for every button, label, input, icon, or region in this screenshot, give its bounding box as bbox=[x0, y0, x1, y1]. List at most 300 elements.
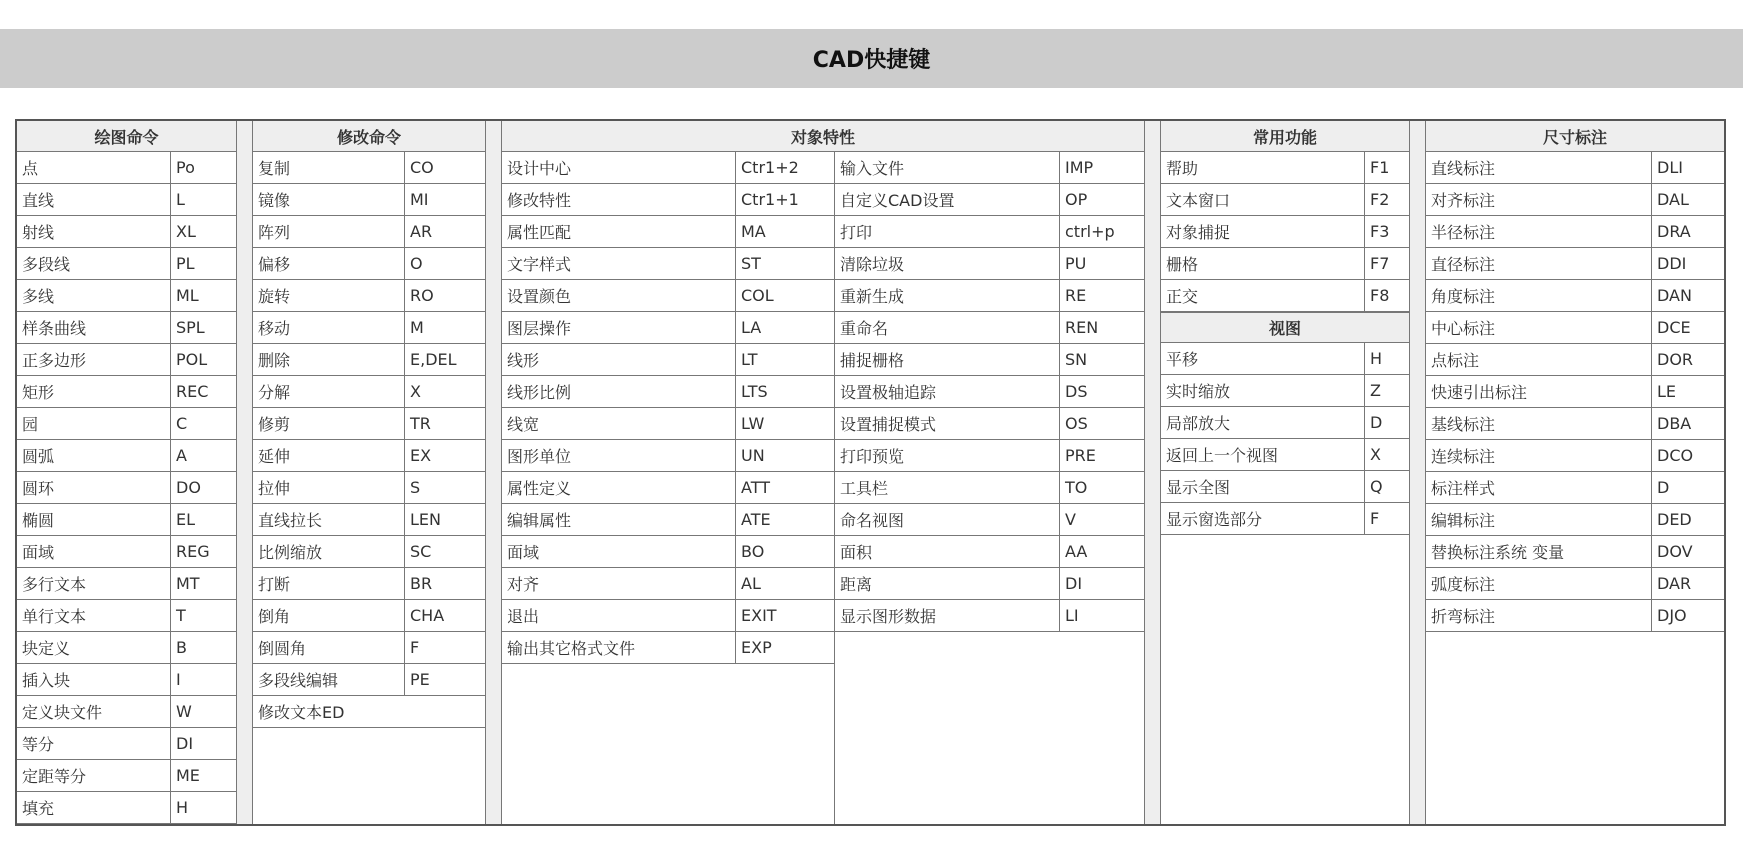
command-name: 图形单位 bbox=[502, 440, 736, 471]
draw-commands-column bbox=[17, 121, 237, 824]
command-name: 重命名 bbox=[835, 312, 1060, 343]
command-name: 矩形 bbox=[17, 376, 171, 407]
shortcut-row bbox=[502, 536, 834, 568]
shortcut-key: CO bbox=[410, 158, 434, 177]
shortcut-key: F7 bbox=[1370, 254, 1390, 273]
shortcut-row bbox=[502, 504, 834, 536]
shortcut-key: MT bbox=[176, 574, 200, 593]
shortcut-key: SPL bbox=[176, 318, 205, 337]
shortcut-key: I bbox=[176, 670, 181, 689]
shortcut-row bbox=[502, 280, 834, 312]
shortcut-key: PRE bbox=[1065, 446, 1096, 465]
shortcut-key: D bbox=[1657, 478, 1670, 497]
shortcut-key: PU bbox=[1065, 254, 1087, 273]
shortcut-key: Ctr1+1 bbox=[741, 190, 799, 209]
shortcut-row bbox=[1161, 343, 1409, 375]
shortcut-key: DCE bbox=[1657, 318, 1691, 337]
command-name: 直线拉长 bbox=[253, 504, 405, 535]
view-list bbox=[1161, 343, 1409, 535]
shortcut-key: AL bbox=[741, 574, 761, 593]
shortcut-key: E,DEL bbox=[410, 350, 457, 369]
shortcut-key: TR bbox=[410, 414, 431, 433]
shortcut-row bbox=[835, 344, 1144, 376]
shortcut-row bbox=[1426, 376, 1724, 408]
shortcut-row bbox=[253, 344, 485, 376]
shortcut-key: Q bbox=[1370, 477, 1383, 496]
command-name: 分解 bbox=[253, 376, 405, 407]
command-name: 返回上一个视图 bbox=[1161, 439, 1365, 470]
shortcut-row bbox=[253, 472, 485, 504]
shortcut-key: DOR bbox=[1657, 350, 1694, 369]
shortcut-key: DED bbox=[1657, 510, 1692, 529]
shortcut-key: DAL bbox=[1657, 190, 1689, 209]
shortcut-row bbox=[1426, 248, 1724, 280]
shortcut-key: DI bbox=[176, 734, 194, 753]
command-name: 倒角 bbox=[253, 600, 405, 631]
shortcut-key: DAR bbox=[1657, 574, 1692, 593]
shortcut-key: TO bbox=[1065, 478, 1088, 497]
shortcut-key: H bbox=[1370, 349, 1383, 368]
shortcut-row bbox=[502, 376, 834, 408]
shortcut-row bbox=[835, 376, 1144, 408]
command-name: 工具栏 bbox=[835, 472, 1060, 503]
shortcut-row bbox=[253, 600, 485, 632]
command-name: 栅格 bbox=[1161, 248, 1365, 279]
shortcut-row bbox=[502, 344, 834, 376]
command-name: 椭圆 bbox=[17, 504, 171, 535]
shortcut-row bbox=[17, 216, 236, 248]
shortcut-key: A bbox=[176, 446, 187, 465]
shortcut-key: S bbox=[410, 478, 421, 497]
command-name: 多段线 bbox=[17, 248, 171, 279]
shortcut-key: F8 bbox=[1370, 286, 1390, 305]
shortcut-row bbox=[502, 408, 834, 440]
shortcut-key: MI bbox=[410, 190, 429, 209]
command-name: 中心标注 bbox=[1426, 312, 1652, 343]
shortcut-key: O bbox=[410, 254, 423, 273]
shortcut-key: W bbox=[176, 702, 192, 721]
shortcut-row bbox=[502, 568, 834, 600]
shortcut-key: F3 bbox=[1370, 222, 1390, 241]
shortcut-row bbox=[17, 632, 236, 664]
shortcut-row bbox=[17, 408, 236, 440]
shortcut-row bbox=[253, 376, 485, 408]
command-name: 标注样式 bbox=[1426, 472, 1652, 503]
shortcut-row bbox=[17, 248, 236, 280]
shortcut-row bbox=[253, 280, 485, 312]
shortcut-key: LE bbox=[1657, 382, 1677, 401]
shortcut-key: DAN bbox=[1657, 286, 1692, 305]
shortcut-row bbox=[17, 568, 236, 600]
command-name: 圆环 bbox=[17, 472, 171, 503]
shortcut-row bbox=[1426, 504, 1724, 536]
shortcut-key: V bbox=[1065, 510, 1076, 529]
modify-note-row bbox=[253, 696, 485, 728]
shortcut-board bbox=[15, 119, 1726, 826]
shortcut-key: LEN bbox=[410, 510, 441, 529]
shortcut-row bbox=[17, 696, 236, 728]
command-name: 修改特性 bbox=[502, 184, 736, 215]
shortcut-key: DI bbox=[1065, 574, 1083, 593]
modify-note: 修改文本ED bbox=[258, 703, 345, 722]
shortcut-row bbox=[502, 248, 834, 280]
dimension-column bbox=[1425, 121, 1724, 824]
shortcut-key: RO bbox=[410, 286, 434, 305]
shortcut-row bbox=[1161, 375, 1409, 407]
shortcut-row bbox=[835, 536, 1144, 568]
shortcut-row bbox=[835, 568, 1144, 600]
command-name: 延伸 bbox=[253, 440, 405, 471]
column-gutter bbox=[486, 121, 501, 824]
shortcut-key: C bbox=[176, 414, 188, 433]
command-name: 基线标注 bbox=[1426, 408, 1652, 439]
shortcut-row bbox=[17, 440, 236, 472]
shortcut-key: MA bbox=[741, 222, 766, 241]
shortcut-key: OP bbox=[1065, 190, 1088, 209]
shortcut-row bbox=[253, 184, 485, 216]
command-name: 打印 bbox=[835, 216, 1060, 247]
shortcut-row bbox=[502, 184, 834, 216]
shortcut-row bbox=[253, 568, 485, 600]
shortcut-row bbox=[502, 600, 834, 632]
shortcut-row bbox=[1161, 152, 1409, 184]
command-name: 属性匹配 bbox=[502, 216, 736, 247]
command-name: 编辑标注 bbox=[1426, 504, 1652, 535]
shortcut-row bbox=[253, 216, 485, 248]
column-gutter bbox=[1410, 121, 1425, 824]
shortcut-key: DLI bbox=[1657, 158, 1683, 177]
shortcut-key: REN bbox=[1065, 318, 1099, 337]
object-properties-column bbox=[501, 121, 1145, 824]
shortcut-row bbox=[835, 216, 1144, 248]
shortcut-row bbox=[17, 312, 236, 344]
command-name: 打断 bbox=[253, 568, 405, 599]
object-properties-header: 对象特性 bbox=[502, 121, 1144, 152]
shortcut-row bbox=[835, 248, 1144, 280]
shortcut-key: SN bbox=[1065, 350, 1088, 369]
shortcut-key: LI bbox=[1065, 606, 1079, 625]
shortcut-key: T bbox=[176, 606, 186, 625]
view-header: 视图 bbox=[1161, 312, 1409, 343]
command-name: 单行文本 bbox=[17, 600, 171, 631]
shortcut-key: L bbox=[176, 190, 185, 209]
column-gutter bbox=[237, 121, 252, 824]
shortcut-key: B bbox=[176, 638, 187, 657]
shortcut-row bbox=[17, 376, 236, 408]
shortcut-row bbox=[835, 312, 1144, 344]
command-name: 帮助 bbox=[1161, 152, 1365, 183]
shortcut-key: Z bbox=[1370, 381, 1381, 400]
command-name: 快速引出标注 bbox=[1426, 376, 1652, 407]
command-name: 替换标注系统 变量 bbox=[1426, 536, 1652, 567]
dimension-list bbox=[1426, 152, 1724, 632]
shortcut-row bbox=[502, 152, 834, 184]
shortcut-row bbox=[835, 472, 1144, 504]
shortcut-key: Ctr1+2 bbox=[741, 158, 799, 177]
shortcut-row bbox=[17, 504, 236, 536]
shortcut-row bbox=[1426, 536, 1724, 568]
shortcut-row bbox=[253, 152, 485, 184]
command-name: 设计中心 bbox=[502, 152, 736, 183]
shortcut-key: X bbox=[410, 382, 421, 401]
shortcut-row bbox=[1426, 568, 1724, 600]
command-name: 射线 bbox=[17, 216, 171, 247]
shortcut-row bbox=[1426, 184, 1724, 216]
command-name: 设置捕捉模式 bbox=[835, 408, 1060, 439]
shortcut-key: EXIT bbox=[741, 606, 777, 625]
command-name: 直线 bbox=[17, 184, 171, 215]
shortcut-key: H bbox=[176, 798, 189, 817]
shortcut-key: ctrl+p bbox=[1065, 222, 1115, 241]
command-name: 点标注 bbox=[1426, 344, 1652, 375]
command-name: 设置极轴追踪 bbox=[835, 376, 1060, 407]
shortcut-key: D bbox=[1370, 413, 1383, 432]
object-properties-left-list bbox=[502, 152, 834, 664]
command-name: 面积 bbox=[835, 536, 1060, 567]
shortcut-key: F2 bbox=[1370, 190, 1390, 209]
shortcut-row bbox=[1161, 216, 1409, 248]
shortcut-row bbox=[17, 728, 236, 760]
command-name: 距离 bbox=[835, 568, 1060, 599]
shortcut-key: F1 bbox=[1370, 158, 1390, 177]
command-name: 多段线编辑 bbox=[253, 664, 405, 695]
shortcut-row bbox=[253, 504, 485, 536]
command-name: 线形 bbox=[502, 344, 736, 375]
shortcut-row bbox=[1426, 152, 1724, 184]
command-name: 角度标注 bbox=[1426, 280, 1652, 311]
command-name: 删除 bbox=[253, 344, 405, 375]
shortcut-key: UN bbox=[741, 446, 765, 465]
command-name: 倒圆角 bbox=[253, 632, 405, 663]
command-name: 正多边形 bbox=[17, 344, 171, 375]
modify-commands-list bbox=[253, 152, 485, 696]
command-name: 复制 bbox=[253, 152, 405, 183]
draw-commands-header: 绘图命令 bbox=[17, 121, 236, 152]
shortcut-key: REC bbox=[176, 382, 209, 401]
shortcut-key: EL bbox=[176, 510, 196, 529]
shortcut-key: SC bbox=[410, 542, 432, 561]
shortcut-key: LW bbox=[741, 414, 765, 433]
shortcut-row bbox=[1161, 248, 1409, 280]
shortcut-row bbox=[835, 440, 1144, 472]
command-name: 重新生成 bbox=[835, 280, 1060, 311]
shortcut-key: EXP bbox=[741, 638, 772, 657]
shortcut-row bbox=[17, 600, 236, 632]
command-name: 显示窗选部分 bbox=[1161, 503, 1365, 534]
shortcut-row bbox=[835, 280, 1144, 312]
shortcut-key: DCO bbox=[1657, 446, 1694, 465]
shortcut-key: BR bbox=[410, 574, 433, 593]
command-name: 属性定义 bbox=[502, 472, 736, 503]
command-name: 插入块 bbox=[17, 664, 171, 695]
shortcut-row bbox=[1161, 184, 1409, 216]
shortcut-row bbox=[17, 344, 236, 376]
command-name: 编辑属性 bbox=[502, 504, 736, 535]
shortcut-key: ST bbox=[741, 254, 761, 273]
command-name: 对齐标注 bbox=[1426, 184, 1652, 215]
shortcut-row bbox=[835, 184, 1144, 216]
command-name: 打印预览 bbox=[835, 440, 1060, 471]
command-name: 等分 bbox=[17, 728, 171, 759]
shortcut-row bbox=[253, 536, 485, 568]
command-name: 局部放大 bbox=[1161, 407, 1365, 438]
command-name: 直线标注 bbox=[1426, 152, 1652, 183]
shortcut-key: DOV bbox=[1657, 542, 1693, 561]
shortcut-row bbox=[1426, 216, 1724, 248]
shortcut-key: POL bbox=[176, 350, 208, 369]
shortcut-row bbox=[253, 248, 485, 280]
command-name: 面域 bbox=[17, 536, 171, 567]
shortcut-row bbox=[502, 216, 834, 248]
shortcut-row bbox=[1426, 344, 1724, 376]
command-name: 修剪 bbox=[253, 408, 405, 439]
shortcut-row bbox=[253, 312, 485, 344]
shortcut-key: DJO bbox=[1657, 606, 1687, 625]
shortcut-key: ATT bbox=[741, 478, 770, 497]
shortcut-row bbox=[502, 440, 834, 472]
shortcut-key: DDI bbox=[1657, 254, 1687, 273]
page-title: CAD快捷键 bbox=[812, 48, 931, 73]
command-name: 文字样式 bbox=[502, 248, 736, 279]
command-name: 设置颜色 bbox=[502, 280, 736, 311]
shortcut-key: X bbox=[1370, 445, 1381, 464]
command-name: 自定义CAD设置 bbox=[835, 184, 1060, 215]
shortcut-key: AA bbox=[1065, 542, 1088, 561]
shortcut-key: IMP bbox=[1065, 158, 1094, 177]
command-name: 对齐 bbox=[502, 568, 736, 599]
command-name: 退出 bbox=[502, 600, 736, 631]
command-name: 捕捉栅格 bbox=[835, 344, 1060, 375]
shortcut-key: ML bbox=[176, 286, 199, 305]
shortcut-row bbox=[835, 600, 1144, 632]
shortcut-key: RE bbox=[1065, 286, 1087, 305]
shortcut-key: REG bbox=[176, 542, 210, 561]
command-name: 面域 bbox=[502, 536, 736, 567]
shortcut-row bbox=[502, 632, 834, 664]
command-name: 对象捕捉 bbox=[1161, 216, 1365, 247]
shortcut-row bbox=[835, 152, 1144, 184]
command-name: 直径标注 bbox=[1426, 248, 1652, 279]
command-name: 比例缩放 bbox=[253, 536, 405, 567]
command-name: 点 bbox=[17, 152, 171, 183]
command-name: 线宽 bbox=[502, 408, 736, 439]
shortcut-row bbox=[1426, 408, 1724, 440]
command-name: 正交 bbox=[1161, 280, 1365, 311]
shortcut-row bbox=[17, 760, 236, 792]
command-name: 连续标注 bbox=[1426, 440, 1652, 471]
shortcut-key: COL bbox=[741, 286, 774, 305]
draw-commands-list bbox=[17, 152, 236, 824]
shortcut-row bbox=[17, 664, 236, 696]
command-name: 块定义 bbox=[17, 632, 171, 663]
command-name: 移动 bbox=[253, 312, 405, 343]
shortcut-row bbox=[17, 152, 236, 184]
command-name: 多行文本 bbox=[17, 568, 171, 599]
command-name: 输入文件 bbox=[835, 152, 1060, 183]
common-functions-column bbox=[1160, 121, 1410, 824]
shortcut-key: PE bbox=[410, 670, 430, 689]
object-properties-right-list bbox=[835, 152, 1144, 632]
command-name: 定距等分 bbox=[17, 760, 171, 791]
shortcut-row bbox=[17, 792, 236, 824]
command-name: 园 bbox=[17, 408, 171, 439]
command-name: 样条曲线 bbox=[17, 312, 171, 343]
command-name: 平移 bbox=[1161, 343, 1365, 374]
shortcut-row bbox=[17, 536, 236, 568]
shortcut-row bbox=[17, 184, 236, 216]
shortcut-key: ATE bbox=[741, 510, 771, 529]
common-functions-list bbox=[1161, 152, 1409, 312]
command-name: 实时缩放 bbox=[1161, 375, 1365, 406]
shortcut-key: F bbox=[410, 638, 420, 657]
shortcut-key: LA bbox=[741, 318, 762, 337]
shortcut-key: PL bbox=[176, 254, 195, 273]
command-name: 半径标注 bbox=[1426, 216, 1652, 247]
shortcut-row bbox=[1426, 600, 1724, 632]
command-name: 显示图形数据 bbox=[835, 600, 1060, 631]
command-name: 拉伸 bbox=[253, 472, 405, 503]
shortcut-key: AR bbox=[410, 222, 433, 241]
shortcut-row bbox=[1161, 407, 1409, 439]
shortcut-row bbox=[835, 408, 1144, 440]
shortcut-row bbox=[835, 504, 1144, 536]
command-name: 镜像 bbox=[253, 184, 405, 215]
shortcut-row bbox=[1161, 439, 1409, 471]
shortcut-row bbox=[1161, 280, 1409, 312]
shortcut-row bbox=[1161, 471, 1409, 503]
shortcut-row bbox=[253, 632, 485, 664]
shortcut-row bbox=[1426, 312, 1724, 344]
command-name: 清除垃圾 bbox=[835, 248, 1060, 279]
command-name: 多线 bbox=[17, 280, 171, 311]
column-gutter bbox=[1145, 121, 1160, 824]
shortcut-key: DBA bbox=[1657, 414, 1692, 433]
shortcut-key: ME bbox=[176, 766, 200, 785]
command-name: 线形比例 bbox=[502, 376, 736, 407]
shortcut-row bbox=[17, 472, 236, 504]
command-name: 文本窗口 bbox=[1161, 184, 1365, 215]
command-name: 圆弧 bbox=[17, 440, 171, 471]
command-name: 显示全图 bbox=[1161, 471, 1365, 502]
shortcut-row bbox=[17, 280, 236, 312]
shortcut-row bbox=[1161, 503, 1409, 535]
shortcut-key: M bbox=[410, 318, 424, 337]
command-name: 弧度标注 bbox=[1426, 568, 1652, 599]
object-properties-left bbox=[502, 152, 835, 824]
shortcut-key: DRA bbox=[1657, 222, 1691, 241]
command-name: 填充 bbox=[17, 792, 171, 823]
command-name: 折弯标注 bbox=[1426, 600, 1652, 631]
command-name: 输出其它格式文件 bbox=[502, 632, 736, 663]
title-bar bbox=[0, 29, 1743, 88]
shortcut-row bbox=[502, 472, 834, 504]
shortcut-key: Po bbox=[176, 158, 195, 177]
modify-commands-header: 修改命令 bbox=[253, 121, 485, 152]
shortcut-key: F bbox=[1370, 509, 1380, 528]
shortcut-key: CHA bbox=[410, 606, 445, 625]
dimension-header: 尺寸标注 bbox=[1426, 121, 1724, 152]
shortcut-key: EX bbox=[410, 446, 432, 465]
shortcut-key: DO bbox=[176, 478, 201, 497]
command-name: 命名视图 bbox=[835, 504, 1060, 535]
command-name: 偏移 bbox=[253, 248, 405, 279]
shortcut-row bbox=[253, 664, 485, 696]
shortcut-row bbox=[253, 408, 485, 440]
shortcut-row bbox=[1426, 280, 1724, 312]
common-functions-header: 常用功能 bbox=[1161, 121, 1409, 152]
shortcut-key: OS bbox=[1065, 414, 1088, 433]
command-name: 旋转 bbox=[253, 280, 405, 311]
